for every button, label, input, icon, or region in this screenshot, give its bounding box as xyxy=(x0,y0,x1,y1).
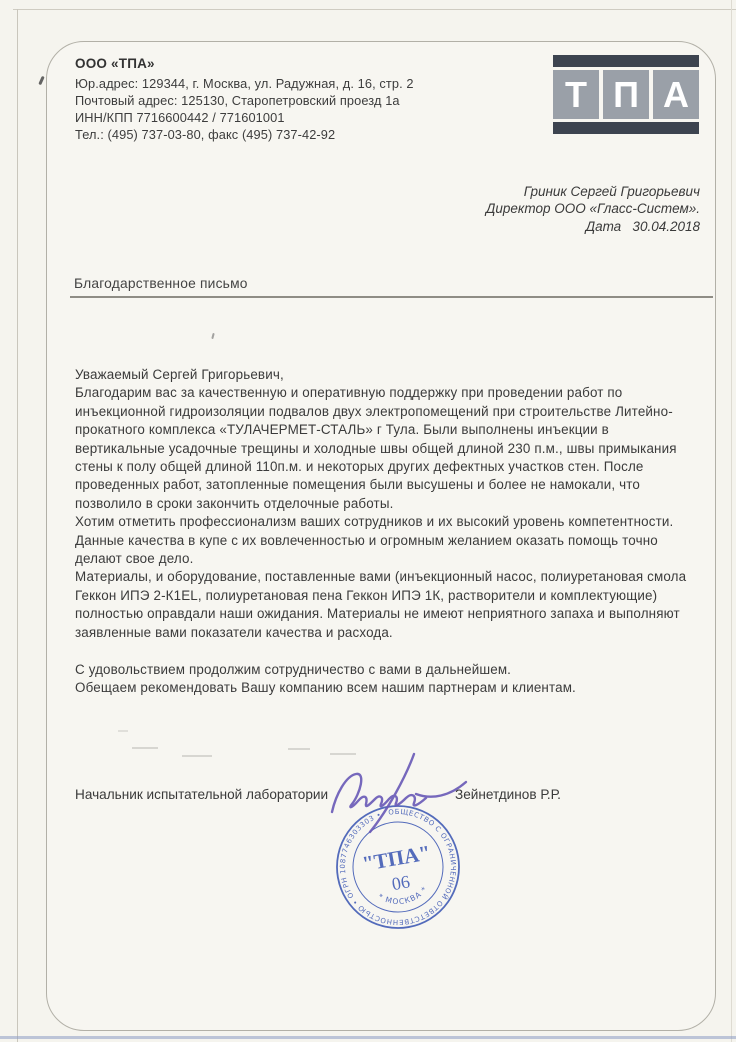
body-line: Благодарим вас за качественную и оперативную поддержку при проведении работ по xyxy=(75,385,623,401)
stamp-ring-text: ОБЩЕСТВО С ОГРАНИЧЕННОЙ ОТВЕТСТВЕННОСТЬЮ • ОГРН 1087746303303 • xyxy=(338,807,458,927)
body-line: вертикальные усадочные трещины и холодные швы общей длиной 230 п.м., швы примыкания xyxy=(75,440,677,456)
body-line: Хотим отметить профессионализм ваших сотрудников и их высокий уровень компетентности. xyxy=(75,514,674,530)
scan-edge-left xyxy=(17,9,18,1042)
scan-mark xyxy=(38,76,44,85)
body-line: прокатного комплекса «ТУЛАЧЕРМЕТ-СТАЛЬ» г Тула. Были выполнены инъекции в xyxy=(75,422,609,438)
signoff-name: Зейнетдинов Р.Р. xyxy=(455,787,561,802)
body-line: стены к полу общей длиной 110п.м. и некоторых других дефектных участков стен. После xyxy=(75,459,644,475)
address-line: ИНН/КПП 7716600442 / 771601001 xyxy=(75,110,285,125)
scan-edge-bottom xyxy=(0,1036,736,1039)
body-line: заявленные вами показатели качества и расхода. xyxy=(75,624,393,640)
letter-title: Благодарственное письмо xyxy=(74,276,248,291)
recipient-block xyxy=(486,183,700,235)
body-line: Данные качества в купе с их вовлеченностью и огромным желанием оказать помощь точно xyxy=(75,532,658,548)
recipient-line: Директор ООО «Гласс-Систем». xyxy=(485,201,700,217)
body-line: позволило в сроки закончить отделочные работы. xyxy=(75,495,394,511)
handwritten-signature xyxy=(318,748,478,843)
company-logo xyxy=(553,55,699,134)
letterhead-block xyxy=(75,56,414,143)
scan-smudge xyxy=(118,730,128,732)
body-line: С удовольствием продолжим сотрудничество с вами в дальнейшем. xyxy=(75,661,512,677)
signoff-position: Начальник испытательной лаборатории xyxy=(75,787,329,802)
letter-body xyxy=(75,366,715,697)
recipient-line: Гриник Сергей Григорьевич xyxy=(523,184,700,199)
logo-bar-bottom xyxy=(553,122,699,134)
scan-smudge xyxy=(182,755,212,757)
address-line: Тел.: (495) 737-03-80, факс (495) 737-42-92 xyxy=(75,127,336,142)
scan-smudge xyxy=(288,748,310,750)
stamp-city-text: * МОСКВА * xyxy=(376,884,430,907)
body-line xyxy=(75,642,715,660)
scan-edge-right xyxy=(731,0,732,1042)
logo-letter-a: А xyxy=(653,70,699,119)
logo-letter-t: Т xyxy=(553,70,599,119)
address-line: Почтовый адрес: 125130, Старопетровский проезд 1а xyxy=(75,93,400,108)
stamp-center-name: "ТПА" xyxy=(360,840,433,876)
scan-edge-top xyxy=(13,9,736,10)
body-line: Геккон ИПЭ 2-К1EL, полиуретановая пена Геккон ИПЭ 1К, растворители и комплектующие) xyxy=(75,587,658,603)
logo-bar-top xyxy=(553,55,699,67)
body-line: Материалы, и оборудование, поставленные вами (инъекционный насос, полиуретановая смола xyxy=(75,569,687,585)
address-line: Юр.адрес: 129344, г. Москва, ул. Радужная, д. 16, стр. 2 xyxy=(75,76,414,91)
title-rule xyxy=(70,296,713,298)
scan-smudge xyxy=(132,747,158,749)
body-line: инъекционной гидроизоляции подвалов двух электропомещений при строительстве Литейно- xyxy=(75,403,673,419)
logo-letter-p: П xyxy=(603,70,649,119)
body-line: проведенных работ, затопленные помещения были высушены и более не намокали, что xyxy=(75,477,640,493)
recipient-line: Дата 30.04.2018 xyxy=(585,218,700,234)
body-line: Обещаем рекомендовать Вашу компанию всем нашим партнерам и клиентам. xyxy=(75,679,576,695)
logo-letter-row xyxy=(553,70,699,119)
body-line: делают свое дело. xyxy=(75,551,194,567)
body-line: полностью оправдали наши ожидания. Материалы не имеют неприятного запаха и выполняют xyxy=(75,606,680,622)
body-line: Уважаемый Сергей Григорьевич, xyxy=(75,367,284,382)
company-address-lines xyxy=(75,75,414,143)
stamp-center-number: 06 xyxy=(390,871,412,895)
company-name: ООО «ТПА» xyxy=(75,56,155,71)
